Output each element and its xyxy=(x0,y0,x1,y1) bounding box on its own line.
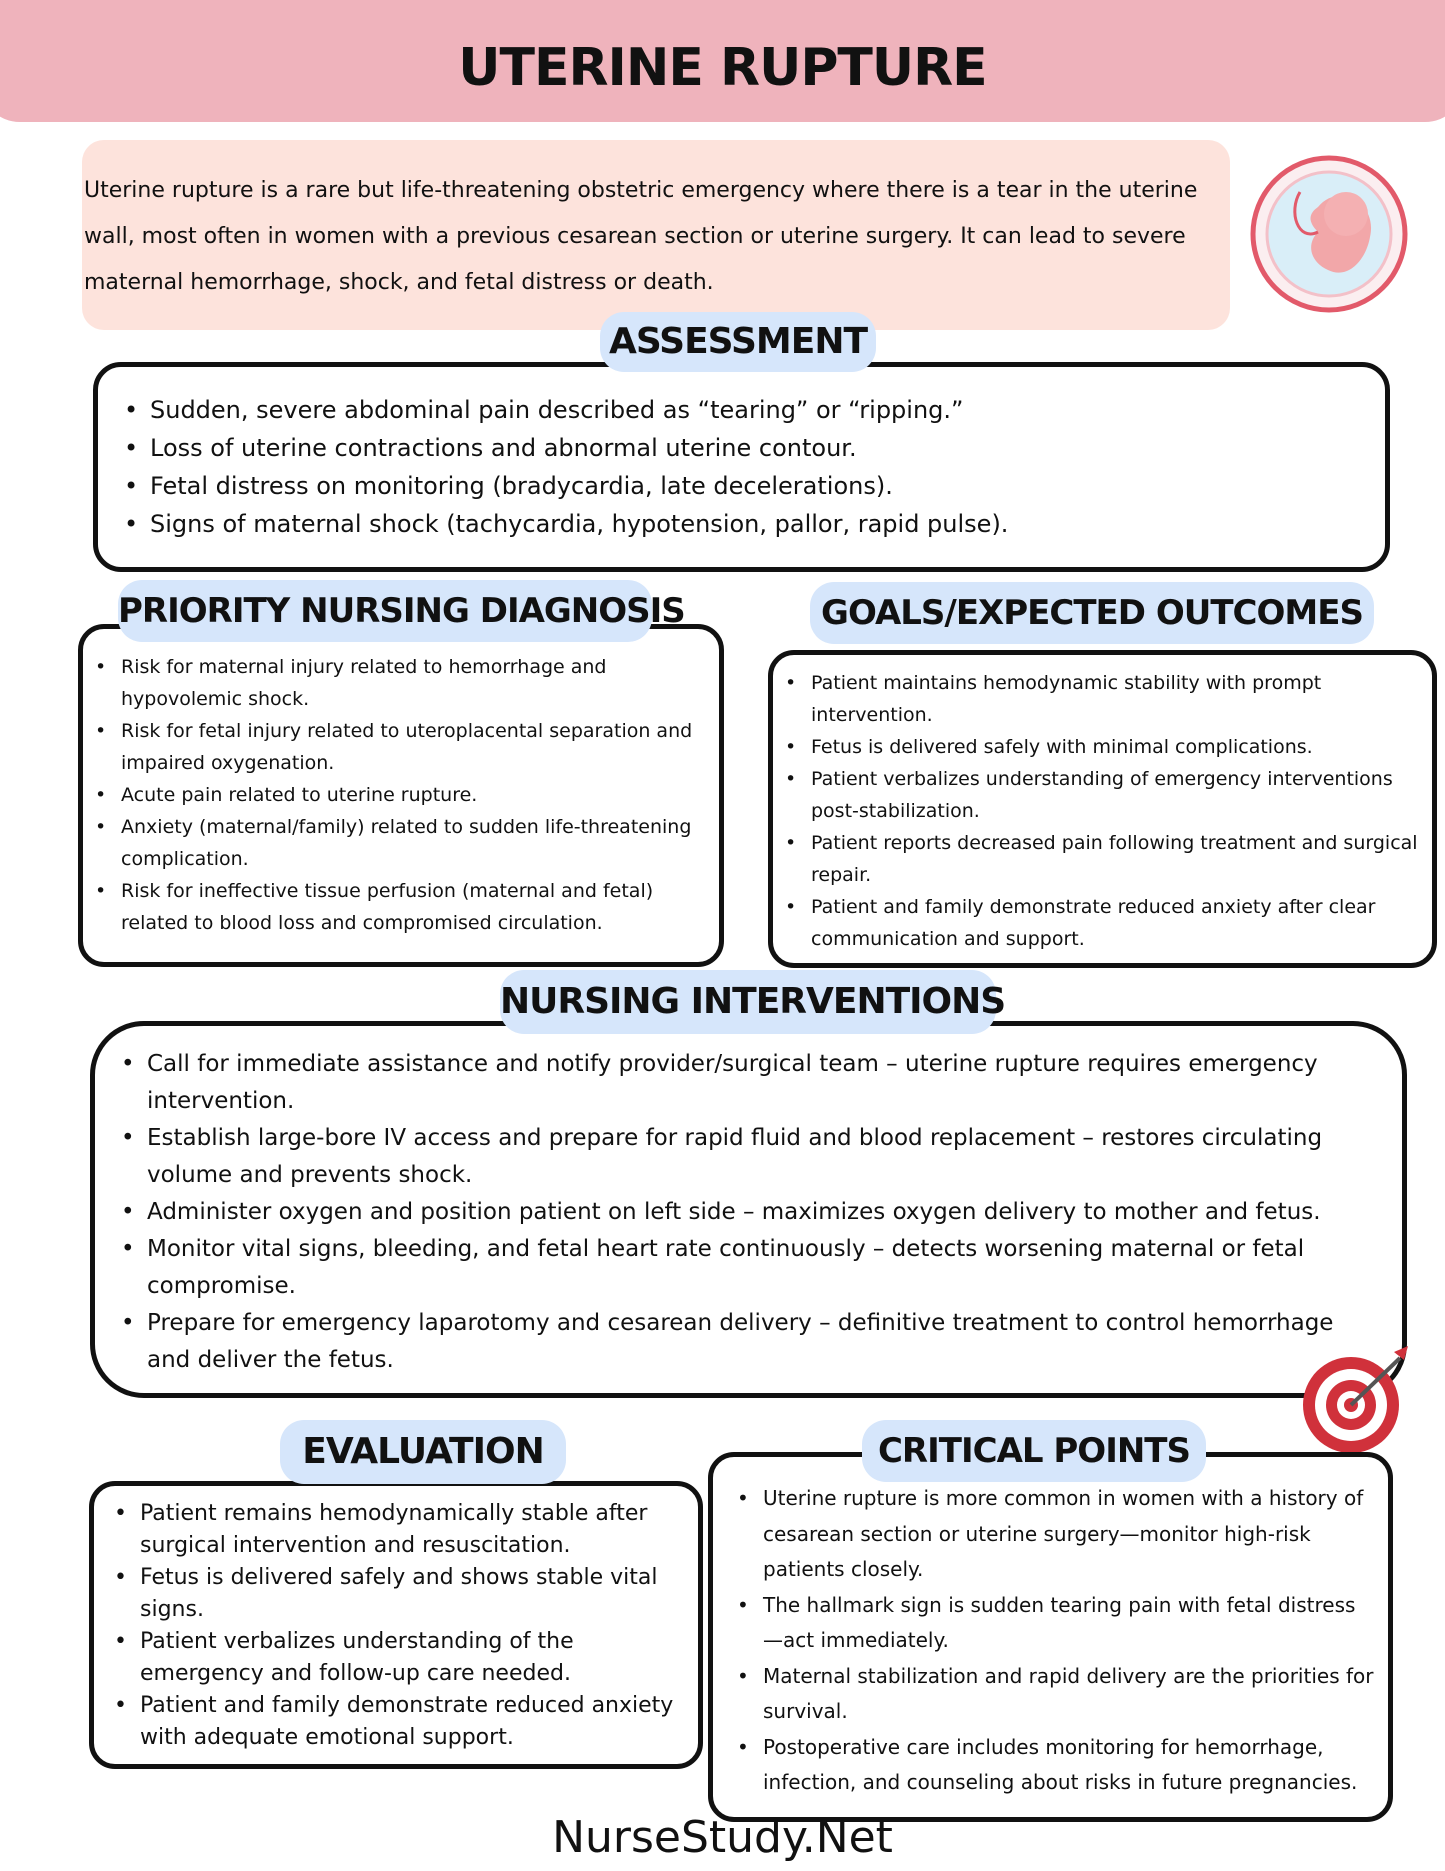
fetus-icon xyxy=(1248,152,1410,317)
goals-heading: GOALS/EXPECTED OUTCOMES xyxy=(810,582,1374,644)
evaluation-box xyxy=(89,1481,703,1769)
list-item: • Monitor vital signs, bleeding, and fetal heart rate continuously – detects worsening maternal or fetal compromise. xyxy=(117,1231,1342,1305)
list-item: • The hallmark sign is sudden tearing pain with fetal distress—act immediately. xyxy=(733,1588,1374,1659)
diagnosis-heading: PRIORITY NURSING DIAGNOSIS xyxy=(118,580,652,642)
list-item: • Sudden, severe abdominal pain described as “tearing” or “ripping.” xyxy=(120,391,1365,429)
list-item: • Administer oxygen and position patient on left side – maximizes oxygen delivery to mother and fetus. xyxy=(117,1194,1342,1231)
page-title: UTERINE RUPTURE xyxy=(458,38,987,98)
list-item: • Anxiety (maternal/family) related to sudden life-threatening complication. xyxy=(91,811,713,875)
interventions-heading: NURSING INTERVENTIONS xyxy=(500,970,996,1034)
list-item: • Maternal stabilization and rapid delivery are the priorities for survival. xyxy=(733,1659,1374,1730)
list-item: • Patient and family demonstrate reduced anxiety with adequate emotional support. xyxy=(110,1690,694,1754)
evaluation-list xyxy=(110,1498,694,1754)
list-item: • Fetus is delivered safely with minimal complications. xyxy=(781,731,1424,763)
assessment-list xyxy=(120,391,1365,543)
list-item: • Establish large-bore IV access and prepare for rapid fluid and blood replacement – restores circulating volume and prevents shock. xyxy=(117,1120,1342,1194)
critical-heading: CRITICAL POINTS xyxy=(862,1420,1206,1482)
assessment-heading: ASSESSMENT xyxy=(600,312,876,372)
list-item: • Acute pain related to uterine rupture. xyxy=(91,779,713,811)
list-item: • Uterine rupture is more common in women with a history of cesarean section or uterine surgery—monitor high-risk patients closely. xyxy=(733,1481,1374,1588)
list-item: • Risk for fetal injury related to uteroplacental separation and impaired oxygenation. xyxy=(91,715,713,779)
intro-panel xyxy=(82,140,1230,330)
list-item: • Patient reports decreased pain following treatment and surgical repair. xyxy=(781,827,1424,891)
list-item: • Patient verbalizes understanding of the emergency and follow-up care needed. xyxy=(110,1626,694,1690)
intro-text: Uterine rupture is a rare but life-threatening obstetric emergency where there is a tear in the uterine wall, most often in women with a previous cesarean section or uterine surgery. It can lead to severe maternal hemorrhage, shock, and fetal distress or death. xyxy=(84,178,1198,295)
list-item: • Loss of uterine contractions and abnormal uterine contour. xyxy=(120,429,1365,467)
list-item: • Patient remains hemodynamically stable after surgical intervention and resuscitation. xyxy=(110,1498,694,1562)
list-item: • Prepare for emergency laparotomy and cesarean delivery – definitive treatment to control hemorrhage and deliver the fetus. xyxy=(117,1305,1342,1379)
target-icon xyxy=(1296,1342,1416,1457)
goals-list xyxy=(781,667,1424,955)
critical-box xyxy=(708,1452,1393,1822)
list-item: • Patient and family demonstrate reduced anxiety after clear communication and support. xyxy=(781,891,1424,955)
interventions-list xyxy=(117,1046,1342,1379)
goals-box xyxy=(768,650,1437,968)
evaluation-heading: EVALUATION xyxy=(280,1420,566,1484)
interventions-box xyxy=(90,1021,1407,1398)
list-item: • Call for immediate assistance and notify provider/surgical team – uterine rupture requires emergency intervention. xyxy=(117,1046,1342,1120)
list-item: • Postoperative care includes monitoring for hemorrhage, infection, and counseling about risks in future pregnancies. xyxy=(733,1730,1374,1801)
list-item: • Fetal distress on monitoring (bradycardia, late decelerations). xyxy=(120,467,1365,505)
list-item: • Patient maintains hemodynamic stability with prompt intervention. xyxy=(781,667,1424,731)
diagnosis-box xyxy=(78,624,724,967)
list-item: • Fetus is delivered safely and shows stable vital signs. xyxy=(110,1562,694,1626)
list-item: • Signs of maternal shock (tachycardia, hypotension, pallor, rapid pulse). xyxy=(120,505,1365,543)
assessment-box xyxy=(93,362,1390,572)
list-item: • Patient verbalizes understanding of emergency interventions post-stabilization. xyxy=(781,763,1424,827)
list-item: • Risk for maternal injury related to hemorrhage and hypovolemic shock. xyxy=(91,651,713,715)
footer-brand: NurseStudy.Net xyxy=(552,1812,893,1863)
diagnosis-list xyxy=(91,651,713,939)
list-item: • Risk for ineffective tissue perfusion (maternal and fetal) related to blood loss and compromised circulation. xyxy=(91,875,713,939)
critical-list xyxy=(733,1481,1374,1801)
